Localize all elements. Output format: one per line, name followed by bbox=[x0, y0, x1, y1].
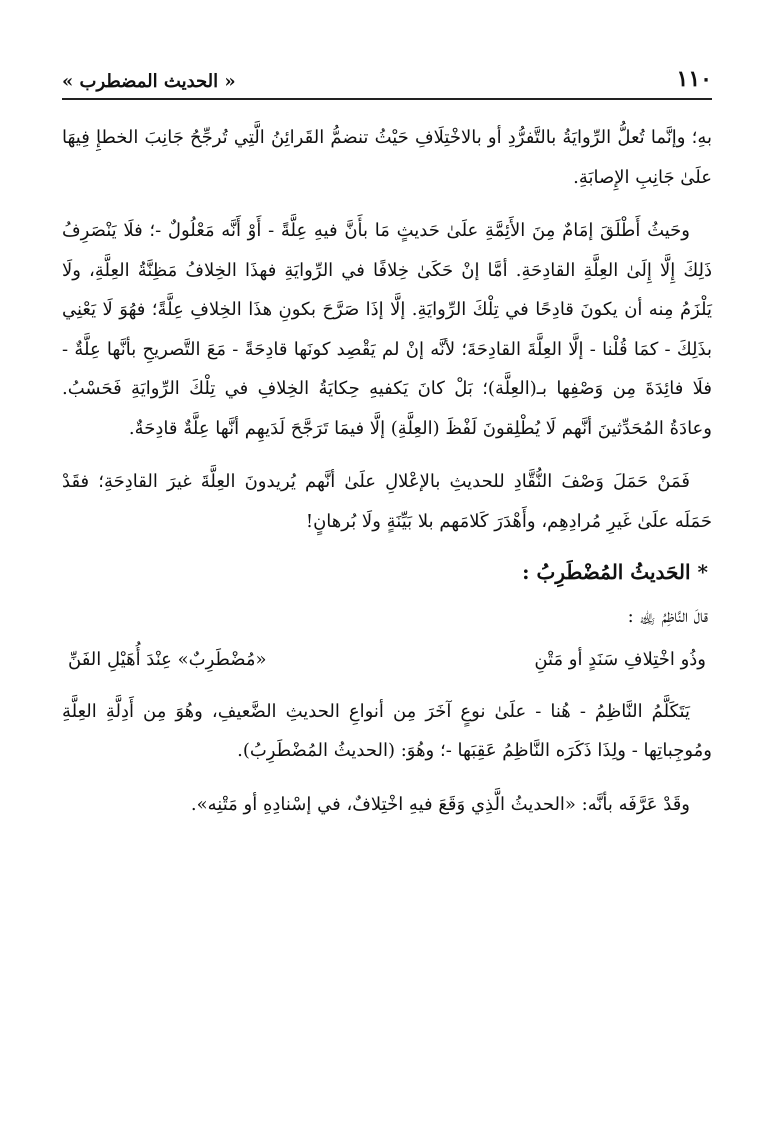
verse-intro: قالَ النَّاظِمُ ﵀ : bbox=[627, 605, 708, 627]
running-title: « الحديث المضطرب » bbox=[62, 71, 236, 92]
paragraph-3: فَمَنْ حَمَلَ وَصْفَ النُّقَّادِ للحديثِ بالإعْلالِ علَىٰ أنَّهم يُريدونَ العِلَّةَ غيرَ القادِحَةِ؛ فقَدْ حَمَلَه علَىٰ غَيرِ مُرادِهِم، وأَهْدَرَ كَلامَهم بلا بَيِّنَةٍ ولَا بُرهانٍ! bbox=[62, 471, 712, 532]
section-heading: * الحَديثُ المُضْطَرِبُ : bbox=[522, 560, 708, 584]
page-body bbox=[62, 118, 712, 824]
paragraph-4: يَتَكَلَّمُ النَّاظِمُ - هُنا - علَىٰ نوعٍ آخَرَ مِن أنواعِ الحديثِ الضَّعيفِ، وهُوَ مِن أَدِلَّةِ العِلَّةِ ومُوجِباتِها - ولِذَا ذَكَرَه النَّاظِمُ عَقِبَها -؛ وهُوَ: (الحديثُ المُضْطَرِبُ). bbox=[62, 700, 712, 761]
paragraph-5: وقَدْ عَرَّفَه بأنَّه: «الحديثُ الَّذِي وَقَعَ فيهِ اخْتِلافٌ، في إسْنادِهِ أو مَتْنِه». bbox=[190, 793, 690, 815]
page-header bbox=[62, 58, 712, 100]
verse-second-hemistich: «مُضْطَرِبٌ» عِنْدَ أُهَيْلِ الفَنِّ bbox=[68, 649, 267, 670]
verse-first-hemistich: وذُو اخْتِلافِ سَنَدٍ أو مَتْنِ bbox=[534, 649, 706, 670]
poem-verse bbox=[62, 640, 712, 680]
paragraph-1: بهِ؛ وإنَّما تُعلُّ الرِّوايَةُ بالتَّفرُّدِ أو بالاخْتِلَافِ حَيْثُ تنضمُّ القَرائِنُ الَّتِي تُرجِّحُ جَانِبَ الخطإِ فِيهَا علَىٰ جَانِبِ الإِصابَةِ. bbox=[62, 127, 712, 188]
paragraph-2: وحَيثُ أَطْلَقَ إمَامٌ مِنَ الأَئِمَّةِ علَىٰ حَديثٍ مَا بأَنَّ فيهِ عِلَّةً - أَوْ أَنَّه مَعْلُولٌ -؛ فلَا يَنْصَرِفُ ذَلِكَ إِلَّا إِلَىٰ العِلَّةِ القادِحَةِ. أمَّا إنْ حَكَىٰ خِلافًا في الرِّوايَةِ فهذَا الخِلافُ مَظِنَّةُ العِلَّةِ، ولَا يَلْزَمُ مِنه أن يكونَ قادِحًا في تِلْكَ الرِّوايَةِ. إلَّا إذَا صَرَّحَ بكونِ هذَا الخِلافِ عِلَّةً؛ فهُوَ لَا يَعْنِي بذَلِكَ - كمَا قُلْنا - إلَّا العِلَّةَ القادِحَةَ؛ لأنَّه إنْ لم يَقْصِد كونَها قادِحَةً - مَعَ التَّصريحِ بأنَّها عِلَّةٌ - فلَا فائِدَةَ مِن وَصْفِها بـ(العِلَّة)؛ بَلْ كانَ يَكفيهِ حِكايَةُ الخِلافِ في تِلْكَ الرِّوايَةِ فَحَسْبُ. وعادَةُ المُحَدِّثينَ أنَّهم لَا يُطْلِقونَ لَفْظَ (العِلَّةِ) إلَّا فيمَا تَرَجَّحَ لَدَيهِم أنَّها عِلَّةٌ قادِحَةٌ. bbox=[62, 220, 712, 439]
page-number: ١١٠ bbox=[676, 66, 712, 92]
